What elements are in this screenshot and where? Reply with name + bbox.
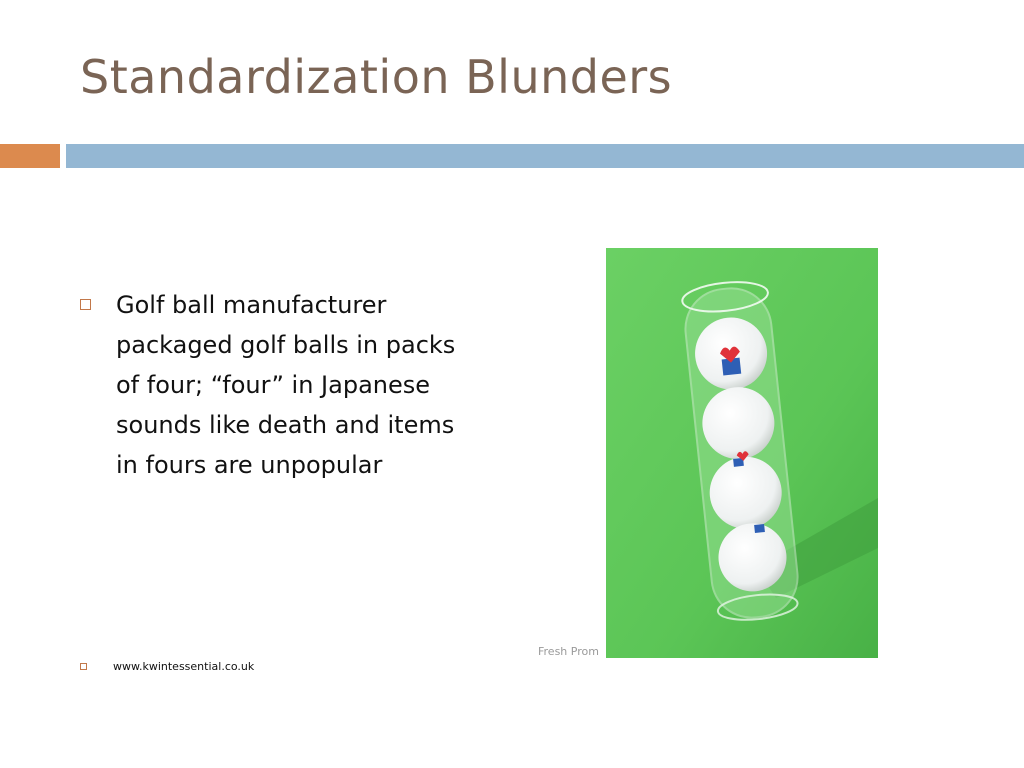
bullet-item	[80, 285, 480, 485]
bullet-text: Golf ball manufacturer packaged golf balls in packs of four; “four” in Japanese sounds like death and items in fours are unpopular	[116, 291, 456, 479]
source-item	[80, 660, 254, 673]
accent-bar-blue	[66, 144, 1024, 168]
square-bullet-icon	[80, 299, 91, 310]
image-watermark: Fresh Prom	[538, 645, 599, 658]
accent-bar-orange	[0, 144, 60, 168]
source-link[interactable]: www.kwintessential.co.uk	[113, 660, 255, 673]
golf-balls-photo	[606, 248, 878, 658]
slide-title: Standardization Blunders	[80, 50, 673, 104]
small-square-bullet-icon	[80, 663, 87, 670]
golf-balls-tube-icon	[606, 248, 878, 658]
